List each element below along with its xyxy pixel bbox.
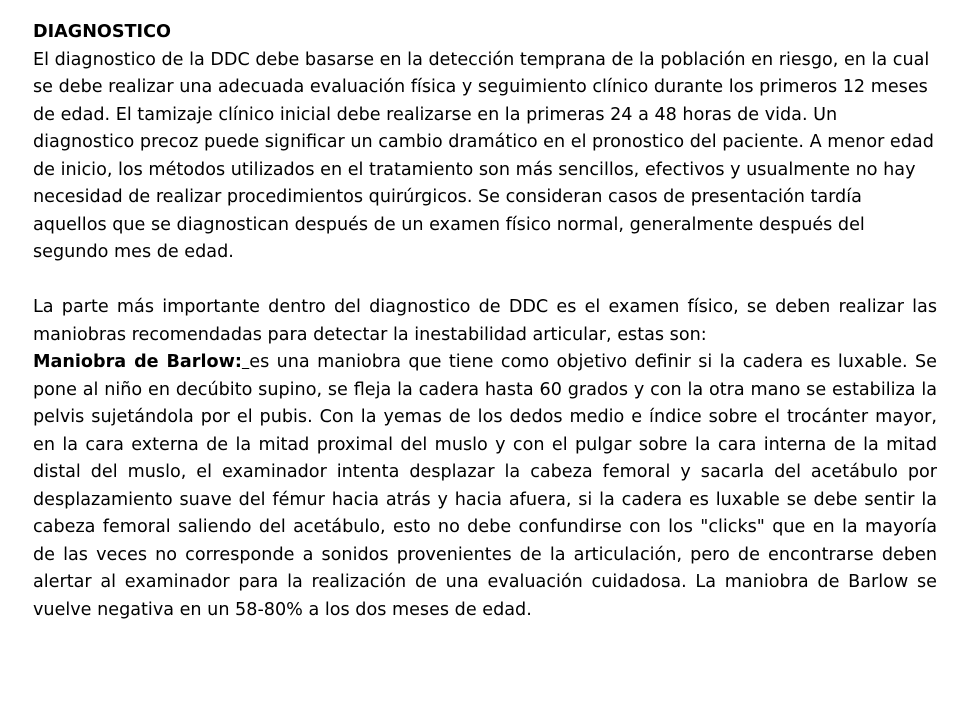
barlow-term: Maniobra de Barlow: [33,352,242,372]
physical-exam-paragraph: La parte más importante dentro del diagnostico de DDC es el examen físico, se deben realizar las maniobras recomendadas para detectar la inestabilidad articular, estas son: [33,297,937,345]
paragraph-spacer [33,267,937,295]
slide-content [33,19,937,624]
barlow-description: es una maniobra que tiene como objetivo definir si la cadera es luxable. Se pone al niño en decúbito supino, se fleja la cadera hasta 60 grados y con la otra mano se estabiliza la pelvis sujetándola por el pubis. Con la yemas de los dedos medio e índice sobre el trocánter mayor, en la cara externa de la mitad proximal del muslo y con el pulgar sobre la cara interna de la mitad distal del muslo, el examinador intenta desplazar la cabeza femoral y sacarla del acetábulo por desplazamiento suave del fémur hacia atrás y hacia afuera, si la cadera es luxable se debe sentir la cabeza femoral saliendo del acetábulo, esto no debe confundirse con los "clicks" que en la mayoría de las veces no corresponde a sonidos provenientes de la articulación, pero de encontrarse deben alertar al examinador para la realización de una evaluación cuidadosa. La maniobra de Barlow se vuelve negativa en un 58-80% a los dos meses de edad. [33,352,937,620]
section-heading: DIAGNOSTICO [33,22,171,42]
barlow-paragraph [33,349,937,624]
diagnosis-paragraph: El diagnostico de la DDC debe basarse en la detección temprana de la población en riesgo, en la cual se debe realizar una adecuada evaluación física y seguimiento clínico durante los primeros 12 meses de edad. El tamizaje clínico inicial debe realizarse en la primeras 24 a 48 horas de vida. Un diagnostico precoz puede significar un cambio dramático en el pronostico del paciente. A menor edad de inicio, los métodos utilizados en el tratamiento son más sencillos, efectivos y usualmente no hay necesidad de realizar procedimientos quirúrgicos. Se consideran casos de presentación tardía aquellos que se diagnostican después de un examen físico normal, generalmente después del segundo mes de edad. [33,49,934,262]
